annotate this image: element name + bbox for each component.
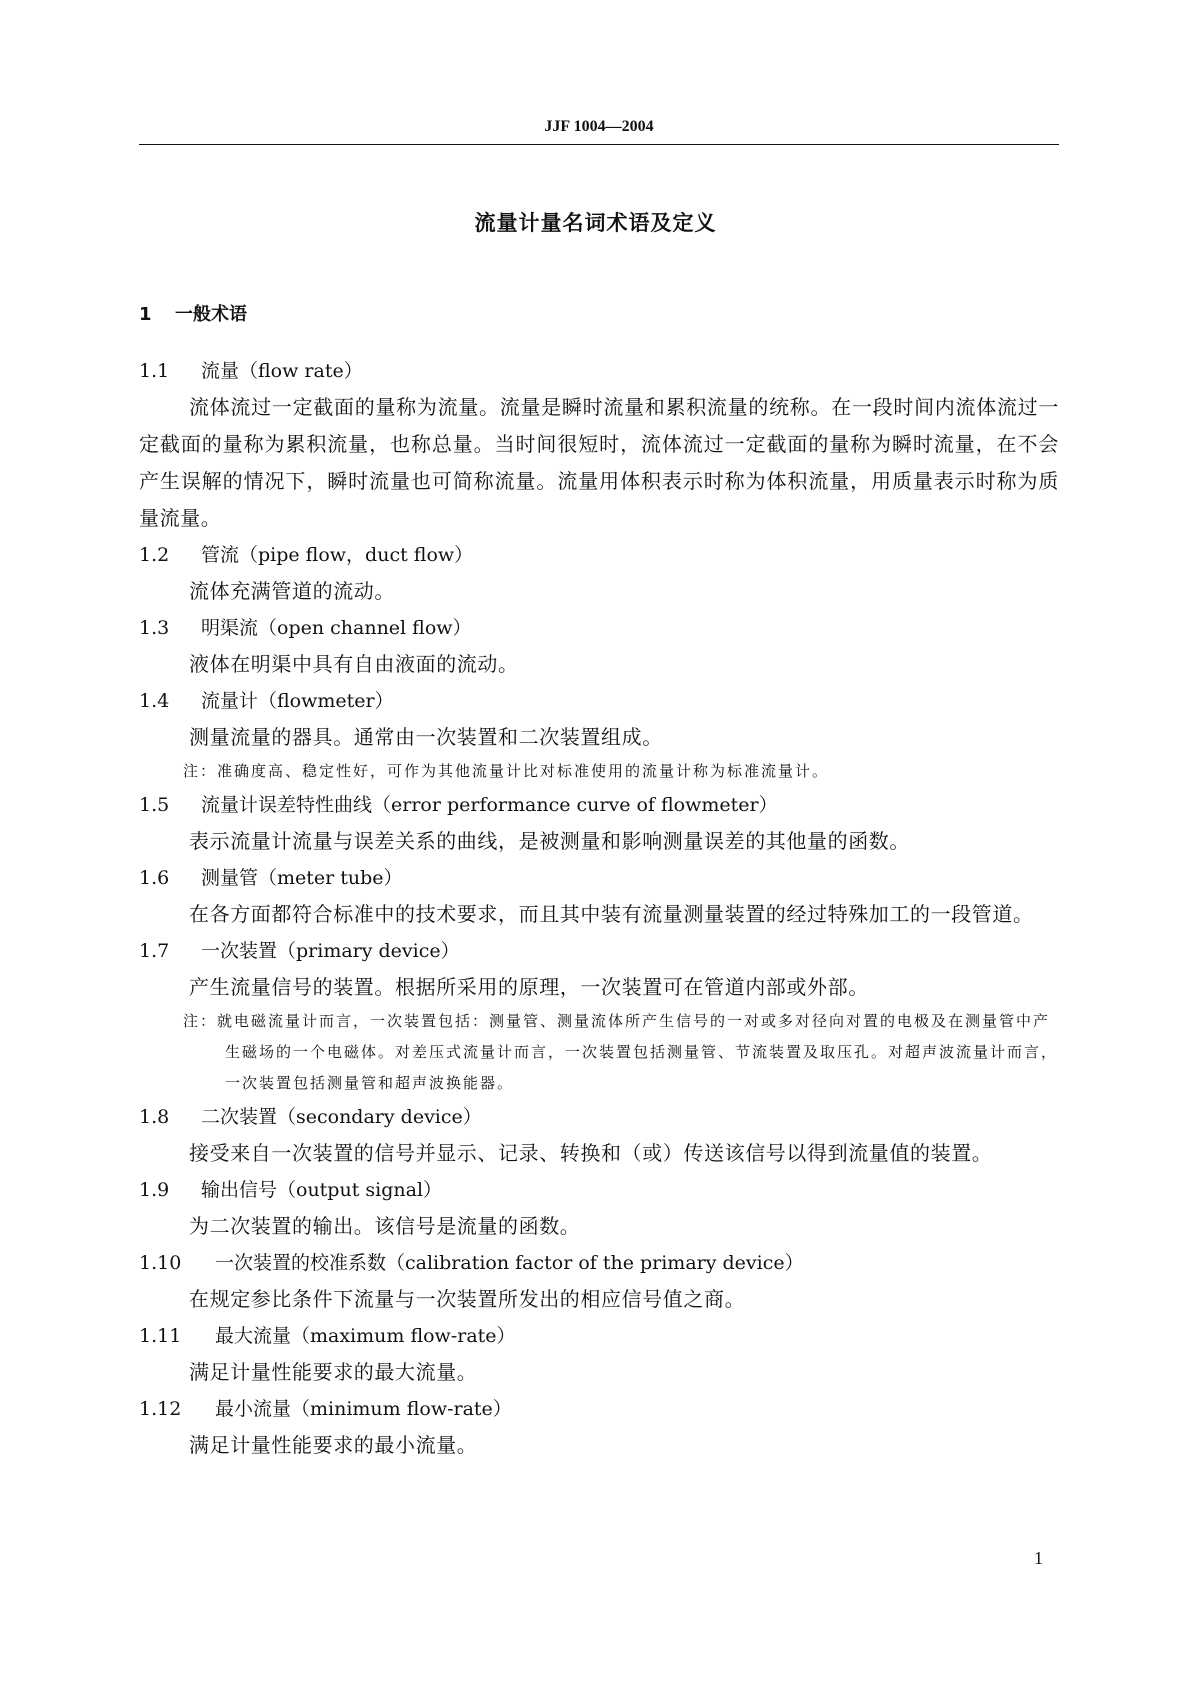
term-heading (139, 860, 1059, 896)
term-name: 二次装置（secondary device） (201, 1106, 482, 1128)
term-number: 1.2 (139, 544, 170, 566)
term-name: 一次装置（primary device） (201, 940, 460, 962)
term-name: 流量（flow rate） (201, 360, 363, 382)
term-heading (139, 610, 1059, 646)
term-number: 1.9 (139, 1179, 170, 1201)
term-heading (139, 1172, 1059, 1208)
term-number: 1.10 (139, 1252, 182, 1274)
term-definition: 流体充满管道的流动。 (189, 579, 395, 603)
terms-list (139, 353, 1059, 1464)
term-number: 1.6 (139, 867, 170, 889)
term-definition: 流体流过一定截面的量称为流量。流量是瞬时流量和累积流量的统称。在一段时间内流体流过一定截面的量称为累积流量，也称总量。当时间很短时，流体流过一定截面的量称为瞬时流量，在不会产生误解的情况下，瞬时流量也可简称流量。流量用体积表示时称为体积流量，用质量表示时称为质量流量。 (139, 395, 1059, 530)
term-note: 注：准确度高、稳定性好，可作为其他流量计比对标准使用的流量计称为标准流量计。 (183, 762, 830, 780)
term-definition: 接受来自一次装置的信号并显示、记录、转换和（或）传送该信号以得到流量值的装置。 (189, 1141, 993, 1165)
term-heading (139, 933, 1059, 969)
term-heading (139, 1318, 1059, 1354)
term-definition: 为二次装置的输出。该信号是流量的函数。 (189, 1214, 581, 1238)
term-heading (139, 683, 1059, 719)
term-name: 明渠流（open channel flow） (201, 617, 472, 639)
term-heading (139, 787, 1059, 823)
term-definition: 在各方面都符合标准中的技术要求，而且其中装有流量测量装置的经过特殊加工的一段管道。 (189, 902, 1034, 926)
term-name: 最大流量（maximum flow-rate） (215, 1325, 516, 1347)
section-title: 一般术语 (175, 304, 247, 325)
section-heading (139, 300, 247, 326)
term-name: 管流（pipe flow，duct flow） (201, 544, 474, 566)
term-definition: 测量流量的器具。通常由一次装置和二次装置组成。 (189, 725, 663, 749)
term-heading (139, 353, 1059, 389)
term-name: 测量管（meter tube） (201, 867, 403, 889)
term-definition: 产生流量信号的装置。根据所采用的原理，一次装置可在管道内部或外部。 (189, 975, 869, 999)
term-name: 最小流量（minimum flow-rate） (215, 1398, 512, 1420)
term-definition: 液体在明渠中具有自由液面的流动。 (189, 652, 519, 676)
term-definition: 在规定参比条件下流量与一次装置所发出的相应信号值之商。 (189, 1287, 746, 1311)
term-heading (139, 1099, 1059, 1135)
term-heading (139, 1245, 1059, 1281)
term-name: 流量计（flowmeter） (201, 690, 394, 712)
page-number: 1 (1034, 1548, 1043, 1568)
term-number: 1.4 (139, 690, 170, 712)
term-definition: 满足计量性能要求的最小流量。 (189, 1433, 478, 1457)
term-definition: 满足计量性能要求的最大流量。 (189, 1360, 478, 1384)
term-note: 注：就电磁流量计而言，一次装置包括：测量管、测量流体所产生信号的一对或多对径向对置的电极及在测量管中产生磁场的一个电磁体。对差压式流量计而言，一次装置包括测量管、节流装置及取压孔。对超声波流量计而言，一次装置包括测量管和超声波换能器。 (183, 1012, 1059, 1092)
term-number: 1.5 (139, 794, 170, 816)
term-number: 1.11 (139, 1325, 182, 1347)
term-number: 1.1 (139, 360, 170, 382)
section-number: 1 (139, 304, 152, 325)
term-number: 1.8 (139, 1106, 170, 1128)
document-title: 流量计量名词术语及定义 (474, 211, 717, 235)
term-heading (139, 1391, 1059, 1427)
term-name: 输出信号（output signal） (201, 1179, 443, 1201)
running-header: JJF 1004—2004 (139, 118, 1059, 145)
term-name: 一次装置的校准系数（calibration factor of the primary device） (215, 1252, 804, 1274)
term-number: 1.12 (139, 1398, 182, 1420)
term-name: 流量计误差特性曲线（error performance curve of flowmeter） (201, 794, 778, 816)
term-number: 1.7 (139, 940, 170, 962)
term-heading (139, 537, 1059, 573)
term-number: 1.3 (139, 617, 170, 639)
term-definition: 表示流量计流量与误差关系的曲线，是被测量和影响测量误差的其他量的函数。 (189, 829, 910, 853)
